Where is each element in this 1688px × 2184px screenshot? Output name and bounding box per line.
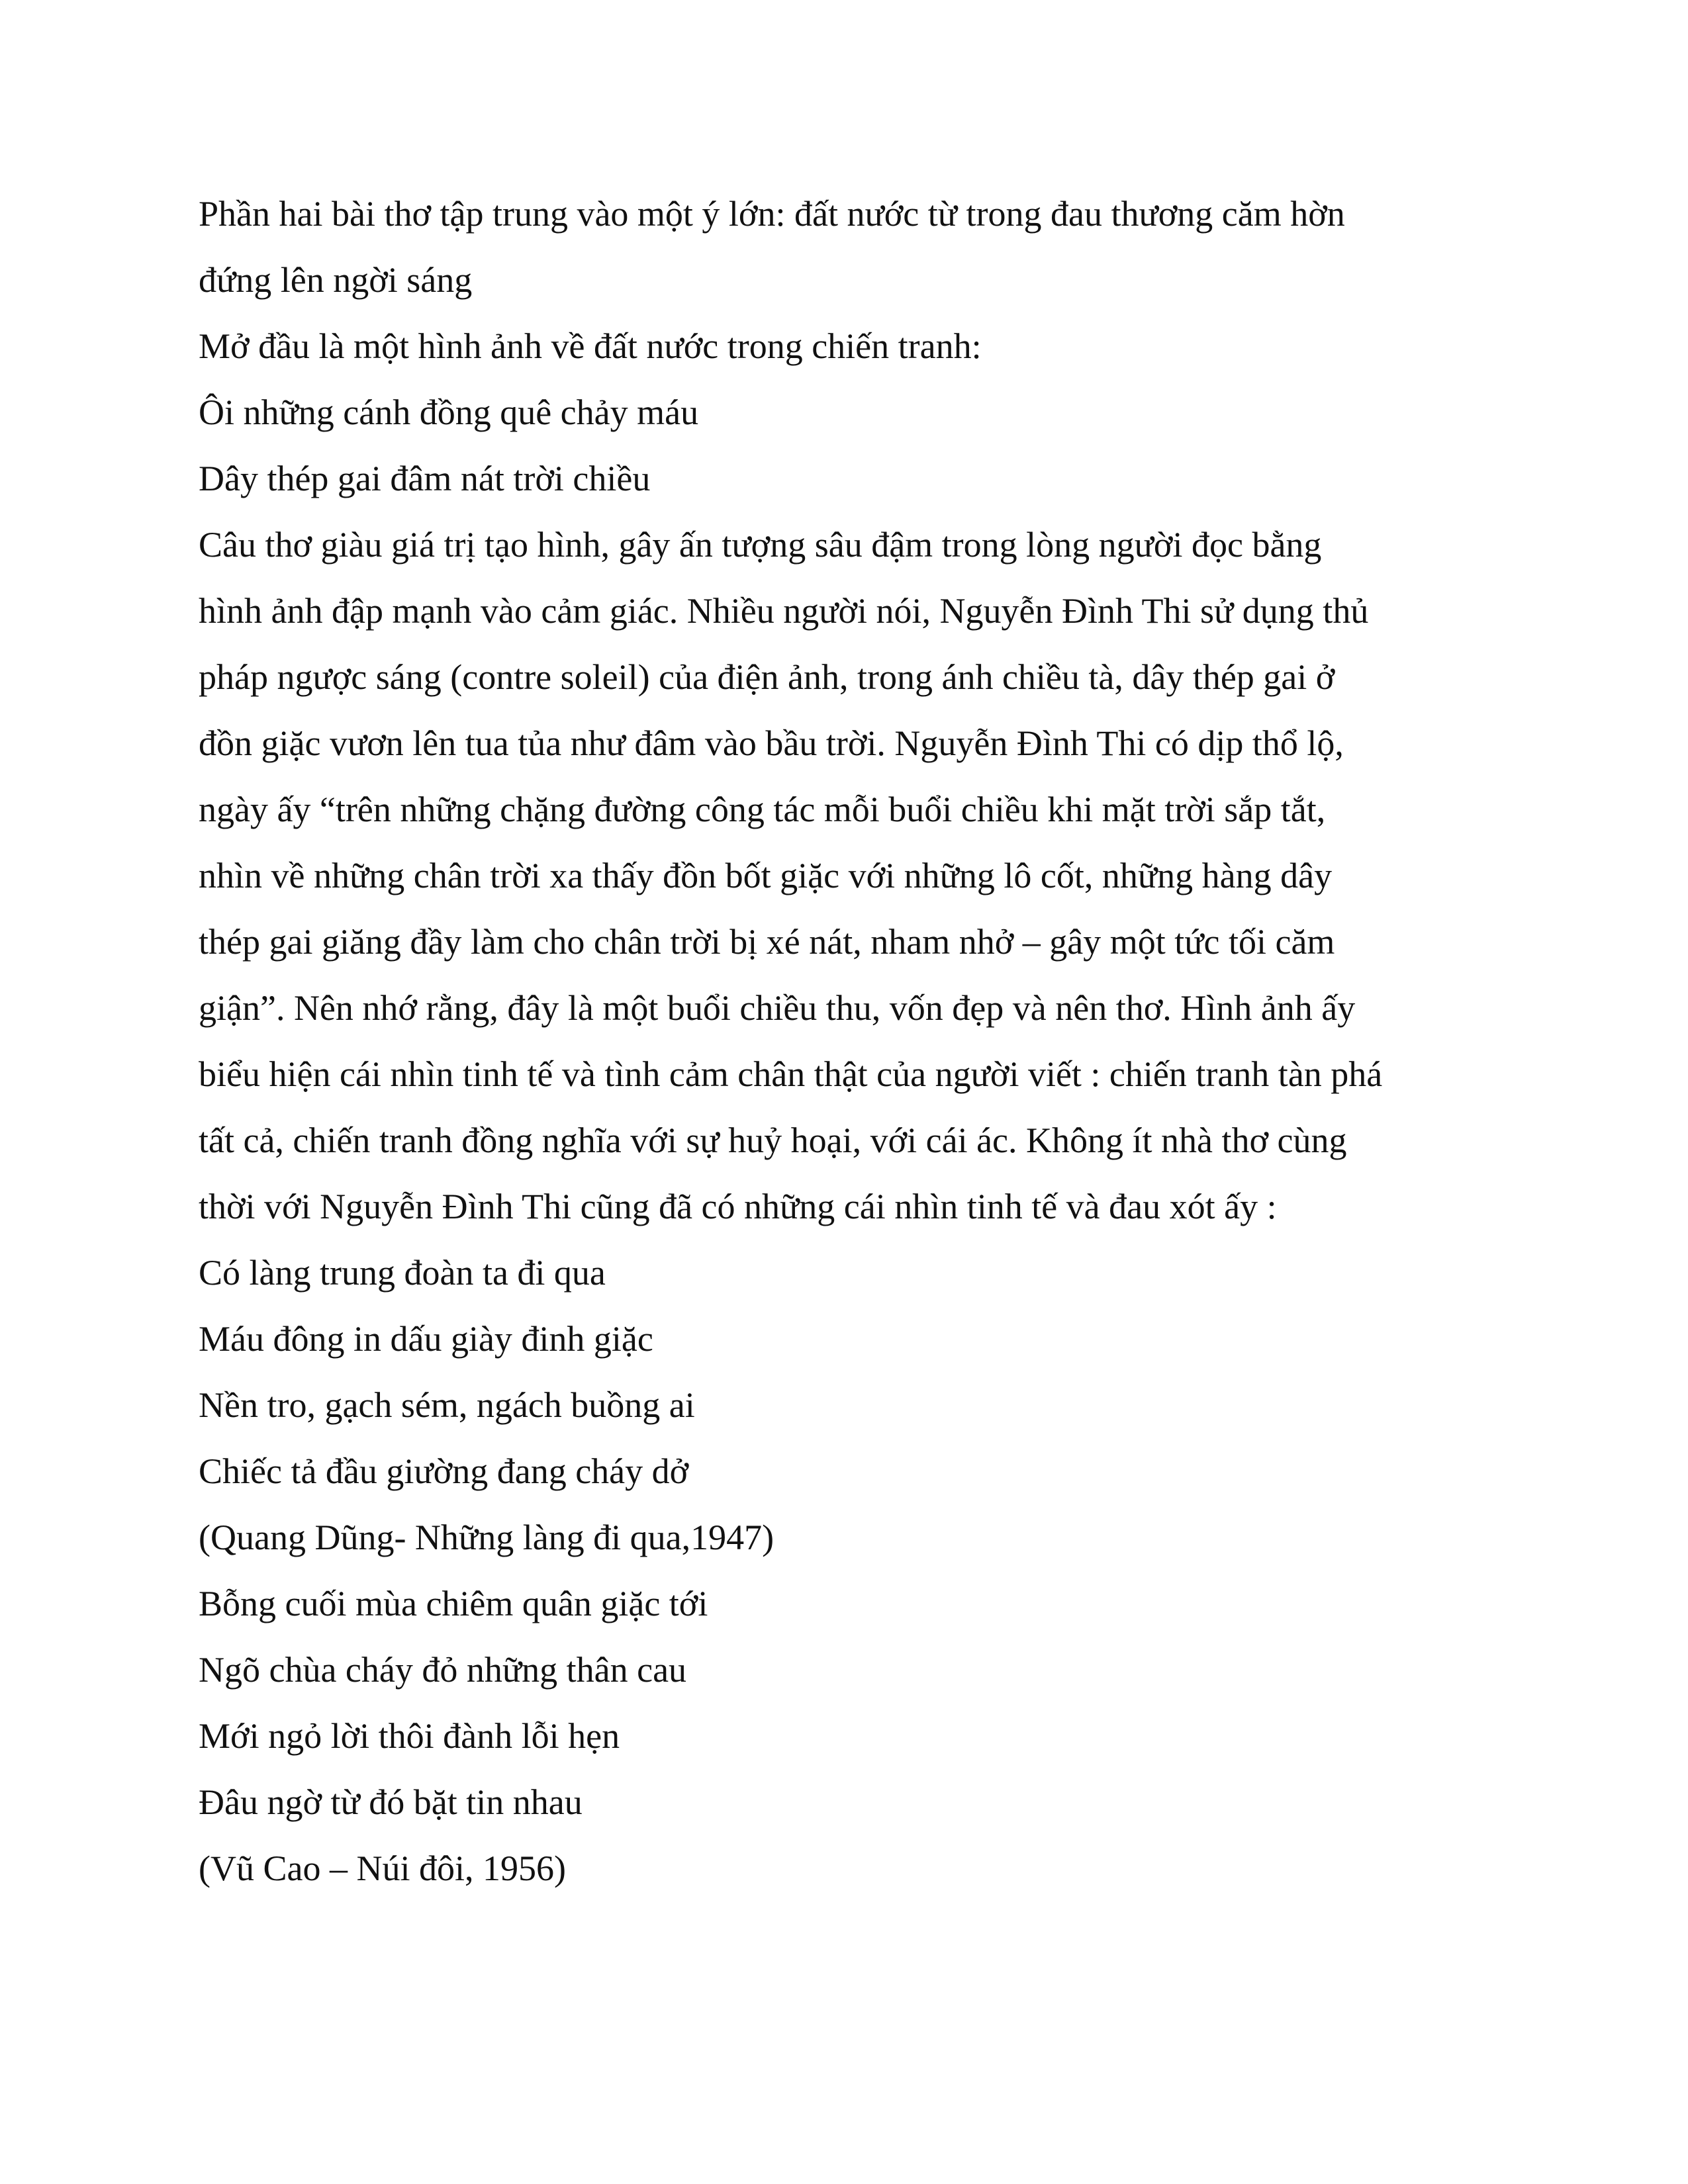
text-line: thời với Nguyễn Đình Thi cũng đã có những cái nhìn tinh tế và đau xót ấy : (199, 1187, 1277, 1226)
citation-line: (Quang Dũng- Những làng đi qua,1947) (199, 1518, 774, 1557)
poem-line: Đâu ngờ từ đó bặt tin nhau (199, 1782, 583, 1822)
text-line: nhìn về những chân trời xa thấy đồn bốt giặc với những lô cốt, những hàng dây (199, 856, 1333, 895)
poem-line: Chiếc tả đầu giường đang cháy dở (199, 1451, 689, 1491)
text-line: thép gai giăng đầy làm cho chân trời bị xé nát, nham nhở – gây một tức tối căm (199, 922, 1335, 962)
text-line: Phần hai bài thơ tập trung vào một ý lớn: đất nước từ trong đau thương căm hờn (199, 194, 1345, 234)
poem-line: Mới ngỏ lời thôi đành lỗi hẹn (199, 1716, 620, 1756)
text-line: hình ảnh đập mạnh vào cảm giác. Nhiều người nói, Nguyễn Đình Thi sử dụng thủ (199, 591, 1369, 631)
poem-line: Ngõ chùa cháy đỏ những thân cau (199, 1650, 687, 1690)
citation-line: (Vũ Cao – Núi đôi, 1956) (199, 1848, 566, 1888)
text-line: ngày ấy “trên những chặng đường công tác mỗi buổi chiều khi mặt trời sắp tắt, (199, 790, 1326, 829)
text-line: biểu hiện cái nhìn tinh tế và tình cảm chân thật của người viết : chiến tranh tàn phá (199, 1054, 1383, 1094)
text-line: đứng lên ngời sáng (199, 260, 473, 300)
poem-line: Ôi những cánh đồng quê chảy máu (199, 392, 699, 432)
body-text (199, 181, 1496, 1901)
text-line: giận”. Nên nhớ rằng, đây là một buổi chiều thu, vốn đẹp và nên thơ. Hình ảnh ấy (199, 988, 1356, 1028)
poem-line: Có làng trung đoàn ta đi qua (199, 1253, 606, 1293)
text-line: tất cả, chiến tranh đồng nghĩa với sự huỷ hoại, với cái ác. Không ít nhà thơ cùng (199, 1120, 1347, 1160)
poem-line: Bỗng cuối mùa chiêm quân giặc tới (199, 1584, 708, 1623)
poem-line: Nền tro, gạch sém, ngách buồng ai (199, 1385, 695, 1425)
text-line: Mở đầu là một hình ảnh về đất nước trong chiến tranh: (199, 326, 982, 366)
text-line: pháp ngược sáng (contre soleil) của điện ảnh, trong ánh chiều tà, dây thép gai ở (199, 657, 1335, 697)
poem-line: Dây thép gai đâm nát trời chiều (199, 459, 651, 498)
text-line: đồn giặc vươn lên tua tủa như đâm vào bầu trời. Nguyễn Đình Thi có dịp thổ lộ, (199, 723, 1344, 763)
poem-line: Máu đông in dấu giày đinh giặc (199, 1319, 653, 1359)
text-line: Câu thơ giàu giá trị tạo hình, gây ấn tượng sâu đậm trong lòng người đọc bằng (199, 525, 1322, 565)
